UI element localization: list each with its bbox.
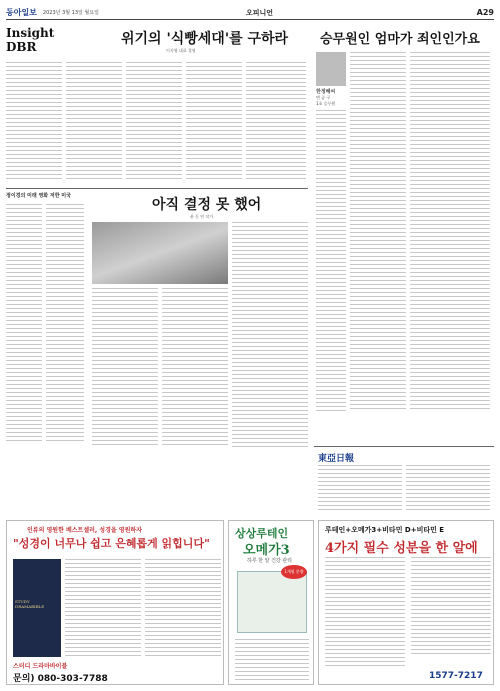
page-header xyxy=(6,6,494,20)
lutein-ad-text-col2 xyxy=(411,557,491,657)
parent-title: 승무원인 엄마가 죄인인가요 xyxy=(320,32,480,47)
bible-book-image xyxy=(13,559,61,657)
slow-text-right xyxy=(232,222,308,448)
omega-ad-brand: 상상루테인 xyxy=(235,527,289,540)
dbr-title: 위기의 '식빵세대'를 구하라 xyxy=(121,31,289,47)
dbr-column xyxy=(6,24,308,184)
omega-product-image xyxy=(237,571,307,633)
dbr-text-col2 xyxy=(66,62,122,180)
omega-ad xyxy=(228,520,314,685)
newspaper-logo: 동아일보 xyxy=(6,7,37,17)
dbr-byline: 이지영 대표 경영 xyxy=(166,48,196,53)
author-role: 변 공 구 xyxy=(316,95,331,100)
slow-text-col2 xyxy=(162,288,228,448)
bible-ad-big: "성경이 너무나 쉽고 은혜롭게 읽힙니다" xyxy=(13,537,210,550)
lutein-phone: 1577-7217 xyxy=(429,671,483,681)
bible-phone: 문의) 080-303-7788 xyxy=(13,674,108,684)
culture-text-col1 xyxy=(6,204,42,444)
omega-badge: 1개월 분량 xyxy=(281,565,307,579)
dbr-text-col4 xyxy=(186,62,242,180)
culture-tag: 정이경의 미래 영화 저한 미국 xyxy=(6,193,71,199)
parent-text-col0 xyxy=(316,110,346,412)
culture-column xyxy=(6,190,86,450)
lutein-ad-title: 루테인+오메가3+비타민 D+비타민 E xyxy=(325,526,445,534)
publisher-logo: 東亞日報 xyxy=(318,454,355,464)
bible-ad-text-col1 xyxy=(65,559,141,659)
dbr-logo: Insight DBR xyxy=(6,26,55,54)
parent-column xyxy=(314,24,494,444)
lutein-ad-headline: 4가지 필수 성분을 한 알에 xyxy=(325,541,478,556)
bible-ad xyxy=(6,520,224,685)
dbr-text-col3 xyxy=(126,62,182,180)
author-name: 한정혜씨 xyxy=(316,89,336,95)
slow-byline: 윤 동 연 작가 xyxy=(190,214,214,219)
parent-text-col1 xyxy=(350,52,406,412)
author-photo xyxy=(316,52,346,86)
dbr-text-col1 xyxy=(6,62,62,180)
bible-ad-headline: 인류의 영원한 베스트셀러, 성경을 영원하자 xyxy=(27,527,142,534)
slow-column xyxy=(90,190,310,450)
culture-text-col2 xyxy=(46,204,84,444)
bible-book-title: STUDY DRAMABIBLE xyxy=(15,599,45,609)
dbr-text-col5 xyxy=(246,62,306,180)
bible-ad-text-col2 xyxy=(145,559,221,659)
parent-text-col2 xyxy=(410,52,490,412)
section-name: 오피니언 xyxy=(246,8,274,17)
lutein-ad xyxy=(318,520,494,685)
publisher-text-col2 xyxy=(406,465,490,513)
publisher-box xyxy=(314,446,494,516)
slow-text-col1 xyxy=(92,288,158,448)
lutein-ad-text-col1 xyxy=(325,557,405,669)
omega-ad-product: 오메가3 xyxy=(243,543,290,558)
page-number: A29 xyxy=(476,8,494,17)
issue-date: 2023년 3월 13일 월요일 xyxy=(42,10,99,16)
slow-photo xyxy=(92,222,228,284)
divider xyxy=(6,188,308,189)
omega-ad-text xyxy=(235,639,309,681)
publisher-text-col1 xyxy=(318,465,402,513)
author-sub: 1초 승무원 xyxy=(316,101,336,106)
omega-ad-sub: 하루 한 알 건강 관리 xyxy=(247,558,292,564)
bible-price-label: 스터디 드라마바이블 xyxy=(13,663,68,670)
slow-title: 아직 결정 못 했어 xyxy=(152,197,262,213)
